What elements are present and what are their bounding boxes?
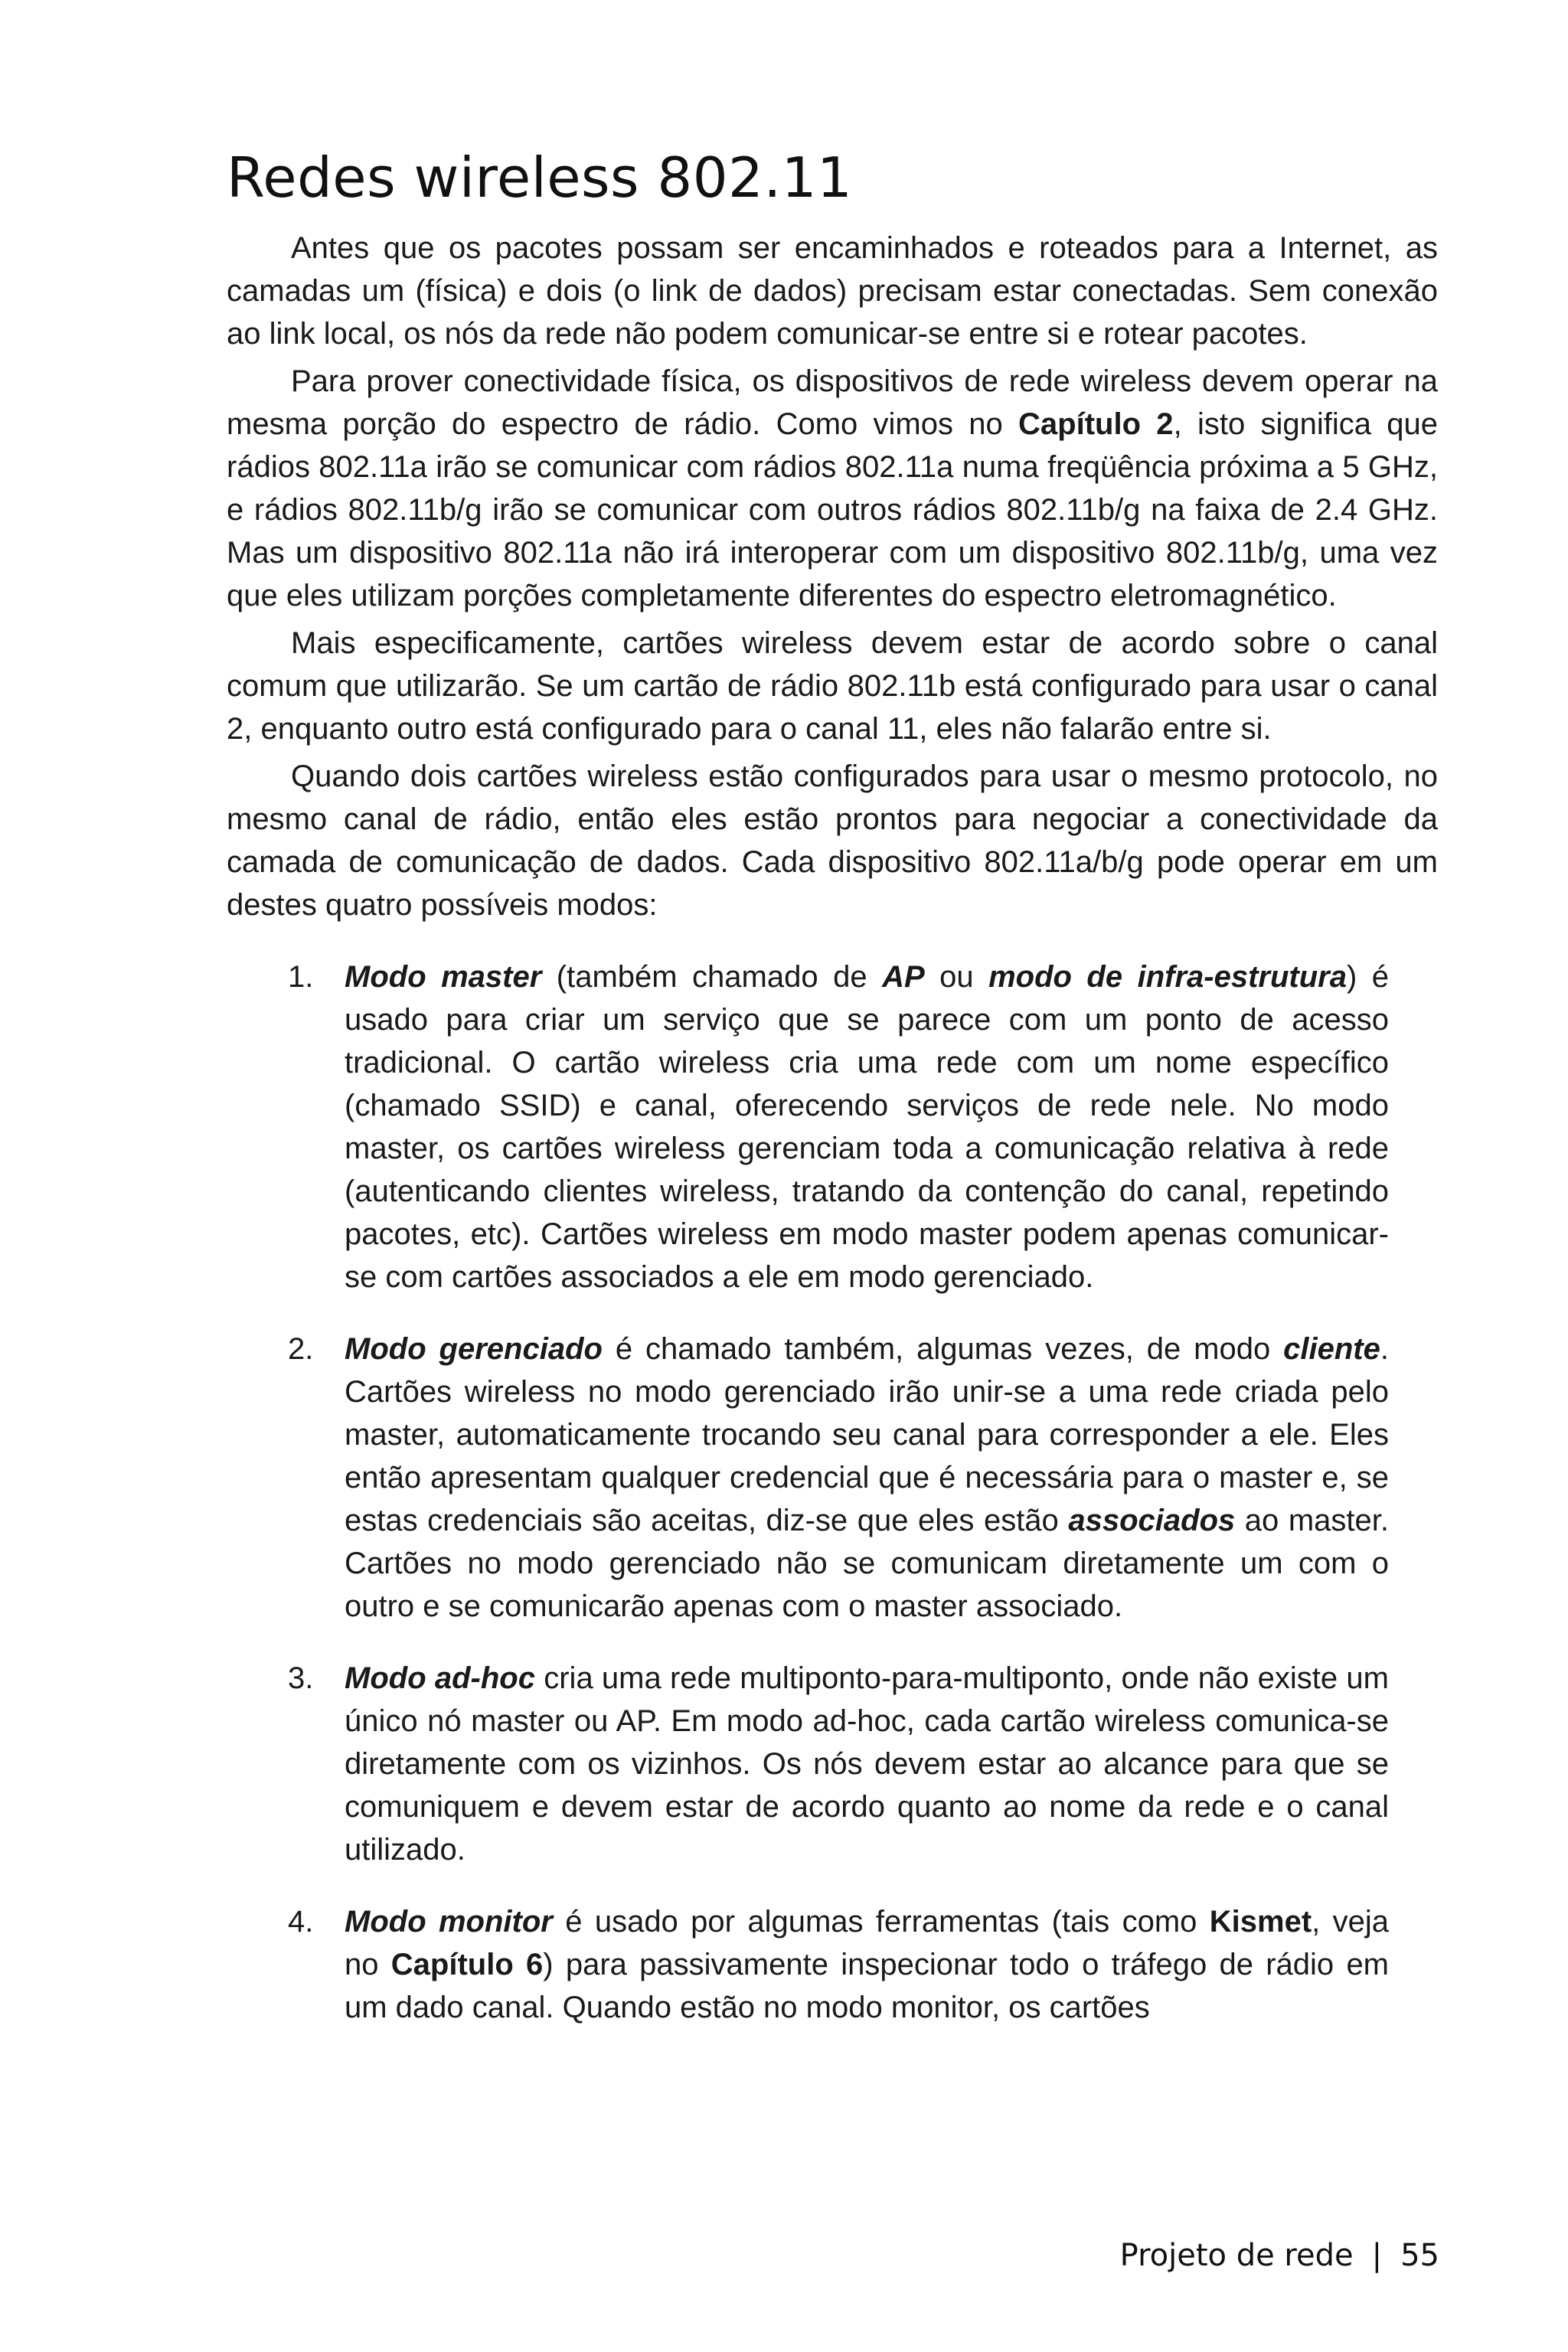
list-item-monitor-mode — [227, 1900, 1438, 2029]
page-footer — [1120, 2234, 1439, 2277]
list-number: 2. — [288, 1332, 314, 1366]
page-number: 55 — [1400, 2238, 1439, 2273]
term-managed-mode: Modo gerenciado — [345, 1332, 603, 1366]
list-number: 3. — [288, 1661, 314, 1695]
item-text: é usado por algumas ferramentas (tais como — [552, 1905, 1210, 1939]
paragraph-physical-connectivity — [227, 360, 1438, 617]
item-text: ou — [924, 960, 989, 994]
paragraph-channel: Mais especificamente, cartões wireless devem estar de acordo sobre o canal comum que utilizarão. Se um cartão de rádio 802.11b está configurado para usar o canal 2, enquanto outro está configurado para o canal 11, eles não falarão entre si. — [227, 626, 1438, 746]
term-adhoc-mode: Modo ad-hoc — [345, 1661, 535, 1695]
item-text: . Cartões wireless no modo gerenciado irão unir-se a uma rede criada pelo master, automaticamente trocando seu canal para corresponder a ele. Eles então apresentam qualquer credencial que é necessária para o master e, se estas credenciais são aceitas, diz-se que eles estão — [345, 1332, 1389, 1537]
footer-section-title: Projeto de rede — [1119, 2238, 1354, 2273]
term-master-mode: Modo master — [345, 960, 542, 994]
item-text: ) é usado para criar um serviço que se parece com um ponto de acesso tradicional. O cartão wireless cria uma rede com um nome específico (chamado SSID) e canal, oferecendo serviços de rede nele. No modo master, os cartões wireless gerenciam toda a comunicação relativa à rede (autenticando clientes wireless, tratando da contenção do canal, repetindo pacotes, etc). Cartões wireless em modo master podem apenas comunicar-se com cartões associados a ele em modo gerenciado. — [345, 960, 1390, 1294]
item-text: (também chamado de — [541, 960, 883, 994]
term-infrastructure-mode: modo de infra-estrutura — [988, 960, 1347, 994]
paragraph-text: Para prover conectividade física, os dispositivos de rede wireless devem operar na mesma porção do espectro de rádio. Como vimos no — [227, 364, 1438, 441]
list-item-adhoc-mode — [227, 1657, 1438, 1871]
list-number: 4. — [288, 1905, 314, 1939]
item-text: ) para passivamente inspecionar todo o tráfego de rádio em um dado canal. Quando estão no modo monitor, os cartões — [345, 1948, 1390, 2024]
term-ap: AP — [882, 960, 925, 994]
item-text: ao master. Cartões no modo gerenciado não se comunicam diretamente um com o outro e se comunicarão apenas com o master associado. — [345, 1504, 1389, 1623]
chapter-6-reference: Capítulo 6 — [390, 1948, 544, 1981]
item-text: , veja no — [345, 1905, 1390, 1981]
kismet-reference: Kismet — [1209, 1905, 1312, 1939]
term-client: cliente — [1283, 1332, 1380, 1366]
paragraph-modes-intro: Quando dois cartões wireless estão configurados para usar o mesmo protocolo, no mesmo canal de rádio, então eles estão prontos para negociar a conectividade da camada de comunicação de dados. Cada dispositivo 802.11a/b/g pode operar em um destes quatro possíveis modos: — [227, 760, 1438, 922]
item-text: é chamado também, algumas vezes, de modo — [602, 1332, 1284, 1366]
item-text: cria uma rede multiponto-para-multiponto, onde não existe um único nó master ou AP. Em modo ad-hoc, cada cartão wireless comunica-se diretamente com os vizinhos. Os nós devem estar ao alcance para que se comuniquem e devem estar de acordo quanto ao nome da rede e o canal utilizado. — [345, 1661, 1389, 1867]
paragraph-intro: Antes que os pacotes possam ser encaminhados e roteados para a Internet, as camadas um (física) e dois (o link de dados) precisam estar conectadas. Sem conexão ao link local, os nós da rede não podem comunicar-se entre si e rotear pacotes. — [227, 231, 1438, 351]
page-title: Redes wireless 802.11 — [227, 145, 853, 210]
list-item-master-mode — [227, 956, 1438, 1298]
page-content — [227, 145, 1438, 2058]
footer-separator: | — [1371, 2238, 1383, 2273]
paragraph-text: , isto significa que rádios 802.11a irão se comunicar com rádios 802.11a numa freqüência próxima a 5 GHz, e rádios 802.11b/g irão se comunicar com outros rádios 802.11b/g na faixa de 2.4 GHz. Mas um dispositivo 802.11a não irá interoperar com um dispositivo 802.11b/g, uma vez que eles utilizam porções completamente diferentes do espectro eletromagnético. — [227, 407, 1439, 612]
term-associated: associados — [1068, 1504, 1236, 1537]
modes-list — [227, 956, 1438, 2029]
chapter-2-reference: Capítulo 2 — [1018, 407, 1174, 441]
list-number: 1. — [288, 960, 314, 994]
term-monitor-mode: Modo monitor — [345, 1905, 553, 1939]
list-item-managed-mode — [227, 1328, 1438, 1628]
